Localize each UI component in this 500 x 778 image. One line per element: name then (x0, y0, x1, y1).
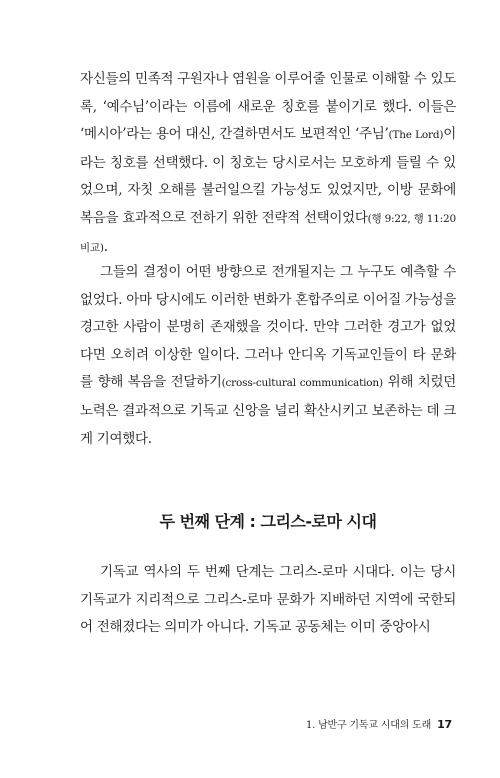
paragraph-1-text-e: . (103, 238, 108, 255)
paragraph-1-text-a: 자신들의 민족적 구원자나 염원을 이루어줄 인물로 이해할 수 있도록, ‘예수님’이라는 이름에 새로운 칭호를 붙이기로 했다. 이들은 ‘메시아’라는 용어 대신, 간결하면서도 보편적인 ‘주님’ (80, 71, 456, 143)
paragraph-2 (80, 259, 456, 453)
section-heading: 두 번째 단계 : 그리스-로마 시대 (159, 512, 377, 531)
page-footer (306, 716, 452, 731)
page-number: 17 (437, 718, 452, 731)
running-title: 1. 남반구 기독교 시대의 도래 (305, 720, 432, 731)
paragraph-2-text-a: 그들의 결정이 어떤 방향으로 전개될지는 그 누구도 예측할 수 없었다. 아마 당시에도 이러한 변화가 혼합주의로 이어질 가능성을 경고한 사람이 분명히 존재했을 것이다. 만약 그러한 경고가 없었다면 오히려 이상한 일이다. 그러나 안디옥 기독교인들이 타 문화를 향해 복음을 전달하기 (80, 264, 456, 391)
paragraph-3-text: 기독교 역사의 두 번째 단계는 그리스-로마 시대다. 이는 당시 기독교가 지리적으로 그리스-로마 문화가 지배하던 지역에 국한되어 전해졌다는 의미가 아니다. 기독교 공동체는 이미 중앙아시 (80, 564, 456, 636)
paragraph-1-text-c: 이라는 칭호를 선택했다. 이 칭호는 당시로서는 모호하게 들릴 수 있었으며, 자칫 오해를 불러일으킬 가능성도 있었지만, 이방 문화에 복음을 효과적으로 전하기 위한 전략적 선택이었다 (80, 126, 456, 226)
paragraph-2-english-term: (cross-cultural communication) (221, 377, 383, 390)
paragraph-1-english-term: (The Lord) (388, 129, 444, 142)
paragraph-2-text-c: 위해 치렀던 노력은 결과적으로 기독교 신앙을 널리 확산시키고 보존하는 데 크게 기여했다. (80, 374, 457, 447)
paragraph-1 (80, 66, 456, 262)
paragraph-3 (80, 559, 456, 642)
paragraph-1-scripture-reference: (행 9:22, 행 11:20 비교) (80, 212, 456, 254)
